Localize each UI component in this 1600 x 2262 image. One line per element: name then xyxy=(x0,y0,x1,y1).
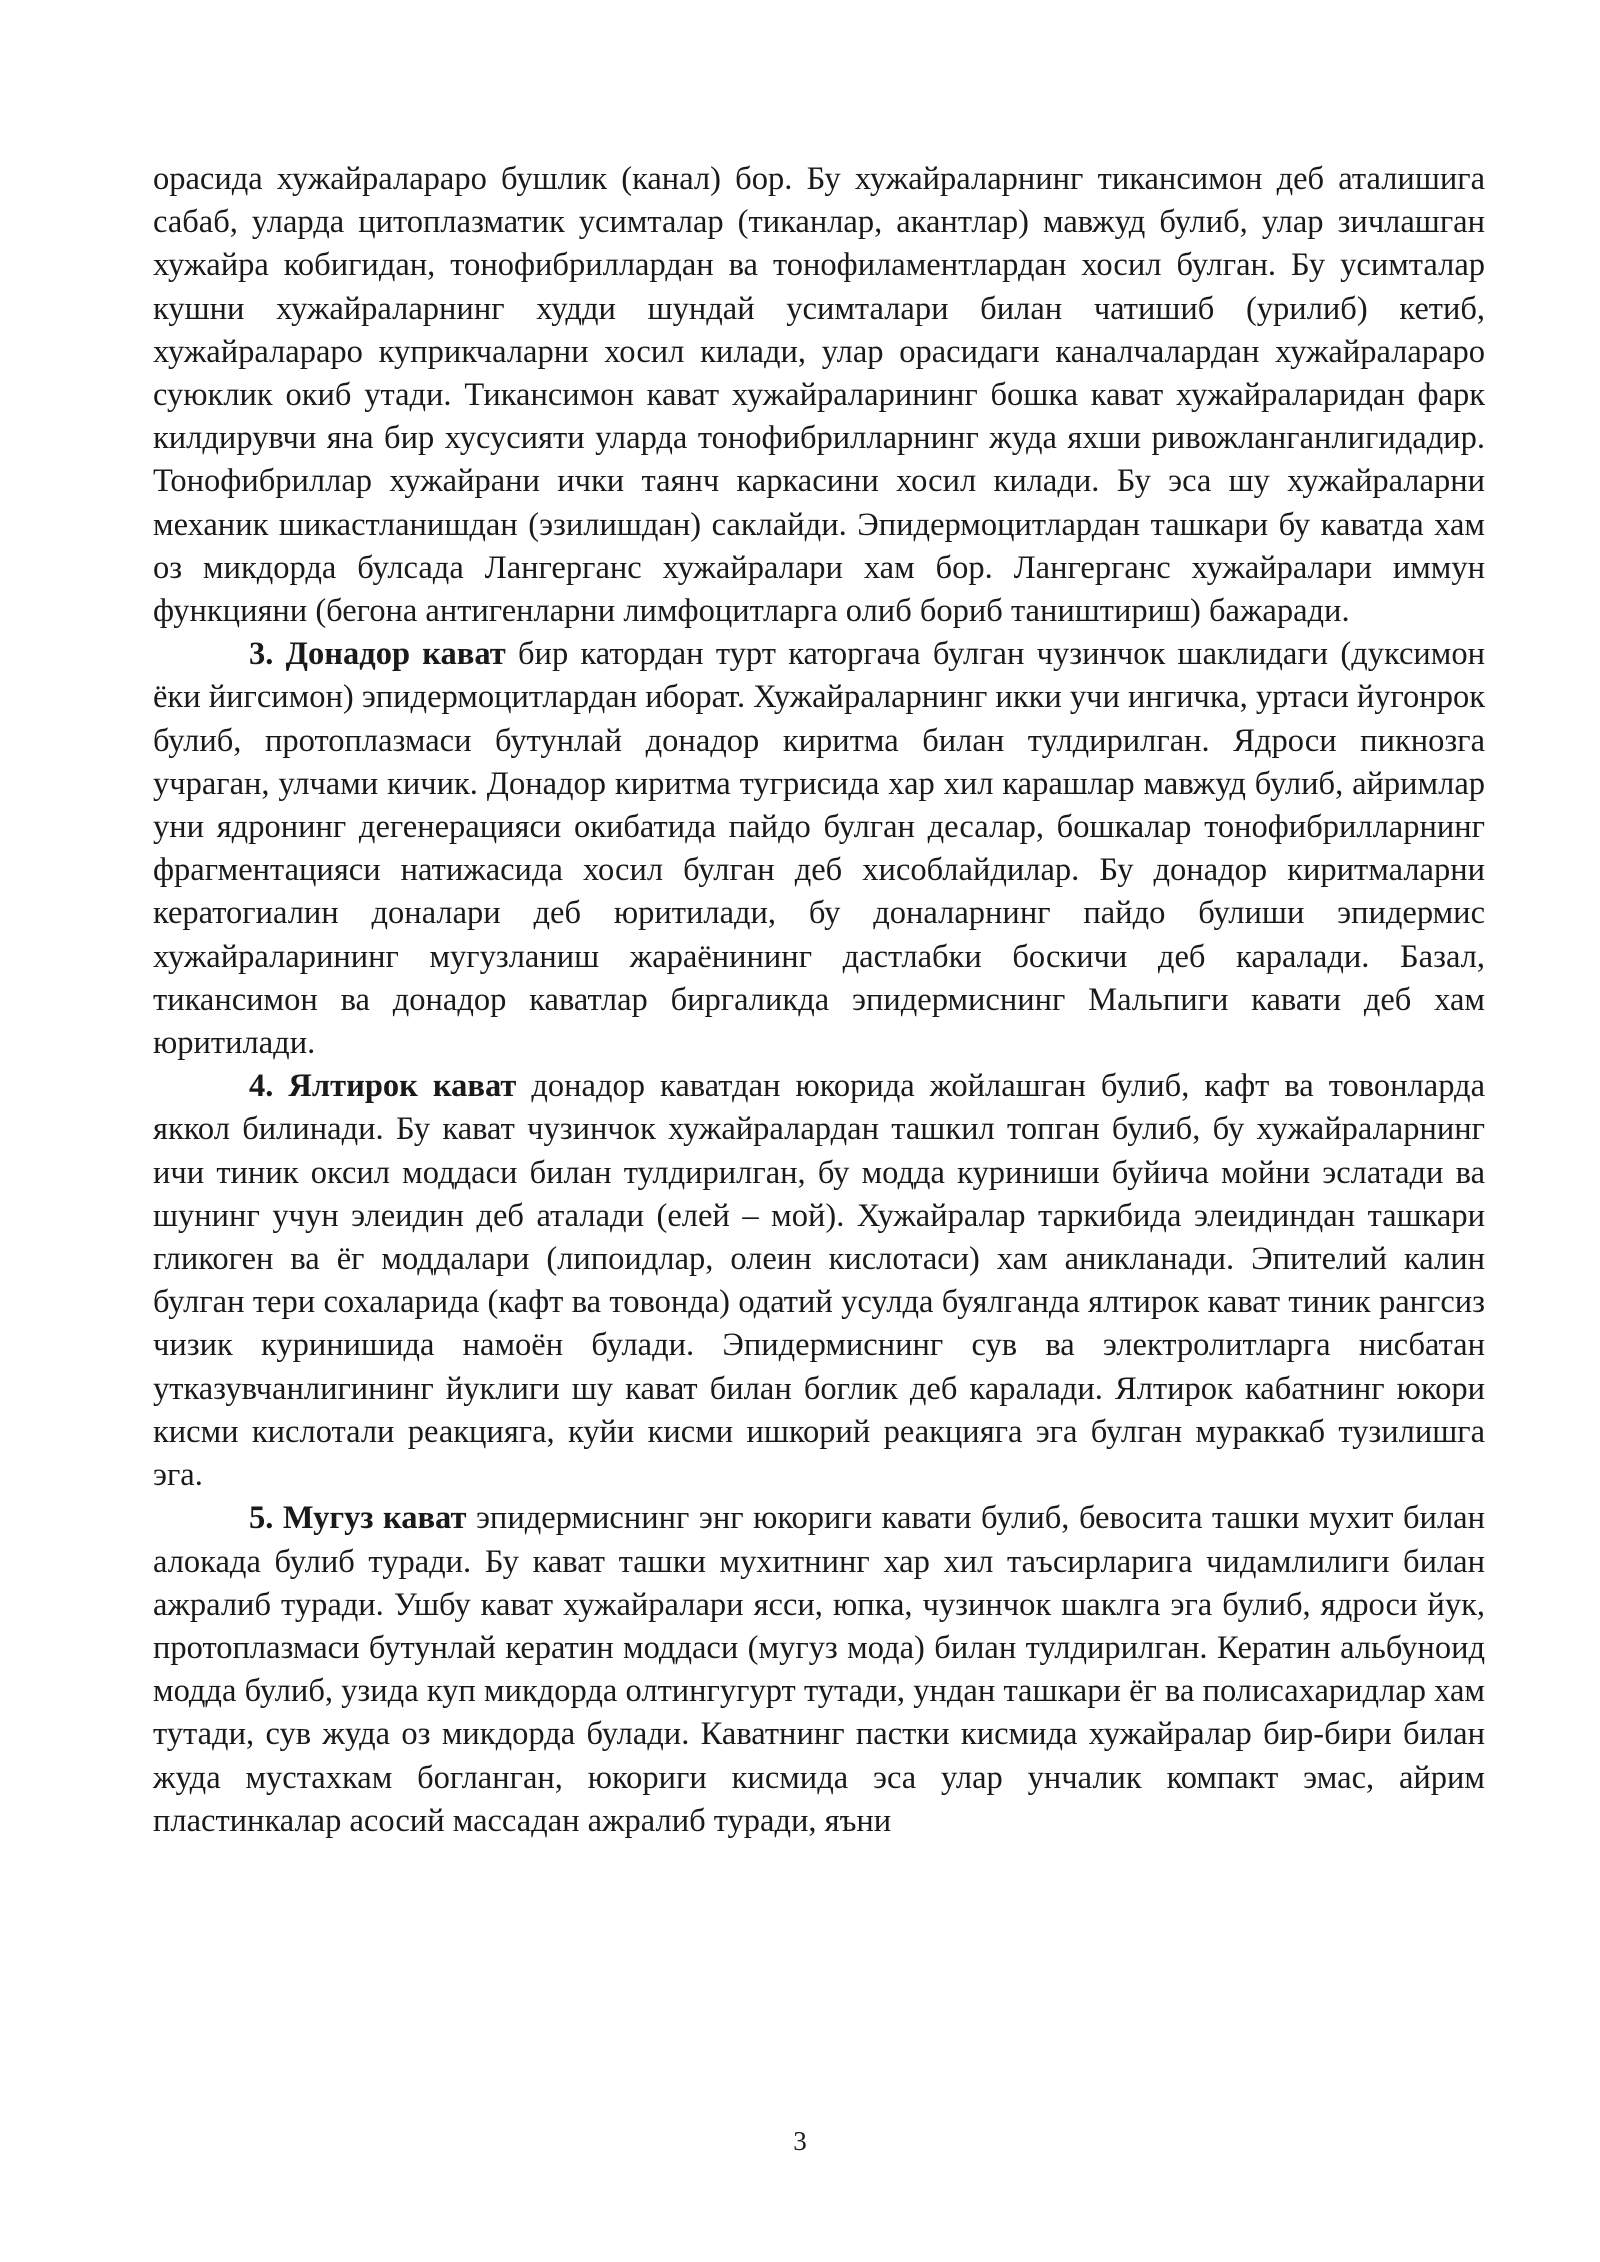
paragraph-horny-layer xyxy=(153,1497,1485,1843)
paragraph-text: эпидермиснинг энг юкориги кавати булиб, бевосита ташки мухит билан алокада булиб туради. Бу кават ташки мухитнинг хар хил таъсирларига чидамлилиги билан ажралиб туради. Ушбу кават хужайралари ясси, юпка, чузинчок шаклга эга булиб, ядроси йук, протоплазмаси бутунлай кератин моддаси (мугуз мода) билан тулдирилган. Кератин альбуноид модда булиб, узида куп микдорда олтингугурт тутади, ундан ташкари ёг ва полисахаридлар хам тутади, сув жуда оз микдорда булади. Каватнинг пастки кисмида хужайралар бир-бири билан жуда мустахкам богланган, юкориги кисмида эса улар унчалик компакт эмас, айрим пластинкалар асосий массадан ажралиб туради, яъни xyxy=(153,1500,1485,1839)
paragraph-spinous-layer-continued xyxy=(153,158,1485,633)
document-body xyxy=(153,158,1485,1843)
paragraph-text: орасида хужайралараро бушлик (канал) бор. Бу хужайраларнинг тикансимон деб аталишига сабаб, уларда цитоплазматик усимталар (тиканлар, акантлар) мавжуд булиб, улар зичлашган хужайра кобигидан, тонофибриллардан ва тонофиламентлардан хосил булган. Бу усимталар кушни хужайраларнинг худди шундай усимталари билан чатишиб (урилиб) кетиб, хужайралараро куприкчаларни хосил килади, улар орасидаги каналчалардан хужайралараро суюклик окиб утади. Тикансимон кават хужайраларининг бошка кават хужайраларидан фарк килдирувчи яна бир хусусияти уларда тонофибрилларнинг жуда яхши ривожланганлигидадир. Тонофибриллар хужайрани ички таянч каркасини хосил килади. Бу эса шу хужайраларни механик шикастланишдан (эзилишдан) саклайди. Эпидермоцитлардан ташкари бу каватда хам оз микдорда булсада Лангерганс хужайралари хам бор. Лангерганс хужайралари иммун функцияни (бегона антигенларни лимфоцитларга олиб бориб таништириш) бажаради. xyxy=(153,161,1485,630)
paragraph-text: бир катордан турт каторгача булган чузинчок шаклидаги (дуксимон ёки йигсимон) эпидермоцитлардан иборат. Хужайраларнинг икки учи ингичка, уртаси йугонрок булиб, протоплазмаси бутунлай донадор киритма билан тулдирилган. Ядроси пикнозга учраган, улчами кичик. Донадор киритма тугрисида хар хил карашлар мавжуд булиб, айримлар уни ядронинг дегенерацияси окибатида пайдо булган десалар, бошкалар тонофибрилларнинг фрагментацияси натижасида хосил булган деб хисоблайдилар. Бу донадор киритмаларни кератогиалин доналари деб юритилади, бу доналарнинг пайдо булиши эпидермис хужайраларининг мугузланиш жараёнининг дастлабки боскичи деб каралади. Базал, тикансимон ва донадор каватлар биргаликда эпидермиснинг Мальпиги кавати деб хам юритилади. xyxy=(153,636,1485,1062)
section-heading-granular-layer: 3. Донадор кават xyxy=(249,636,506,673)
paragraph-lucid-layer xyxy=(153,1065,1485,1497)
section-heading-lucid-layer: 4. Ялтирок кават xyxy=(249,1068,517,1105)
page-number: 3 xyxy=(793,2126,807,2156)
paragraph-text: донадор каватдан юкорида жойлашган булиб, кафт ва товонларда яккол билинади. Бу кават чузинчок хужайралардан ташкил топган булиб, бу хужайраларнинг ичи тиник оксил моддаси билан тулдирилган, бу модда куриниши буйича мойни эслатади ва шунинг учун элеидин деб аталади (елей – мой). Хужайралар таркибида элеидиндан ташкари гликоген ва ёг моддалари (липоидлар, олеин кислотаси) хам аникланади. Эпителий калин булган тери сохаларида (кафт ва товонда) одатий усулда буялганда ялтирок кават тиник рангсиз чизик куринишида намоён булади. Эпидермиснинг сув ва электролитларга нисбатан утказувчанлигининг йуклиги шу кават билан боглик деб каралади. Ялтирок кабатнинг юкори кисми кислотали реакцияга, куйи кисми ишкорий реакцияга эга булган мураккаб тузилишга эга. xyxy=(153,1068,1485,1494)
section-heading-horny-layer: 5. Мугуз кават xyxy=(249,1500,467,1537)
paragraph-granular-layer xyxy=(153,633,1485,1065)
